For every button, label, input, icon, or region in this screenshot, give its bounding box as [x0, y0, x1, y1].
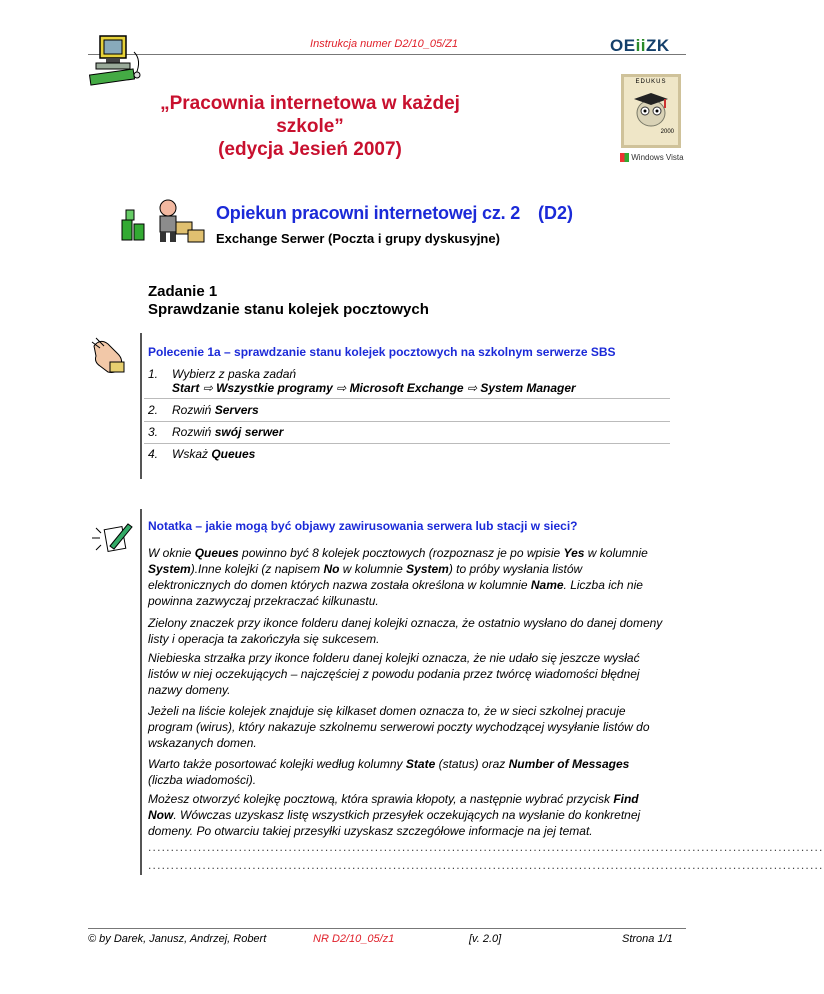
section-code: (D2) [538, 203, 573, 223]
edukus-stamp: EDUKUS 2000 [621, 74, 681, 148]
note-paragraph-2: Zielony znaczek przy ikonce folderu danej kolejki oznacza, że ostatnio wysłano do danej domeny listy i operacja ta zakończyła się sukcesem. [148, 616, 663, 646]
footer-version: [v. 2.0] [469, 933, 502, 945]
note-paragraph-3: Niebieska strzałka przy ikonce folderu danej kolejki oznacza, że nie udało się jeszcze wysłać listów w niej oczekujących – najczęściej z powodu podania przez twórcę wiadomości błędnej nazwy domeny. [148, 651, 640, 697]
page-title: „Pracownia internetowa w każdej szkole” (edycja Jesień 2007) [160, 93, 460, 160]
step-2: 2. Rozwiń Servers [148, 403, 259, 417]
worker-boxes-clipart-icon [116, 196, 206, 246]
note-paragraph-6: Możesz otworzyć kolejkę pocztową, która sprawia kłopoty, a następnie wybrać przycisk Find Now. Wówczas uzyskasz listę wszystkich przesyłek oczekujących na wysłanie do konkretnej domeny. Po otwarciu takiej przesyłki uzyskasz szczegółowe informacje na jej temat. [148, 792, 641, 838]
task-title: Zadanie 1 Sprawdzanie stanu kolejek pocztowych [148, 283, 429, 318]
footer-divider [88, 928, 686, 929]
note-heading: Notatka – jakie mogą być objawy zawirusowania serwera lub stacji w sieci? [148, 519, 578, 533]
command-heading: Polecenie 1a – sprawdzanie stanu kolejek pocztowych na szkolnym serwerze SBS [148, 345, 616, 359]
answer-line: ..................................................................................................................................................... [148, 840, 824, 854]
step-1: 1. Wybierz z paska zadań Start ⇨ Wszystkie programy ⇨ Microsoft Exchange ⇨ System Manager [148, 367, 576, 395]
header-divider [88, 54, 686, 55]
command-sidebar-rule [140, 333, 142, 479]
windows-vista-logo: Windows Vista [620, 153, 684, 162]
step-divider [144, 398, 670, 399]
note-paragraph-1: W oknie Queues powinno być 8 kolejek pocztowych (rozpoznasz je po wpisie Yes w kolumnie System).Inne kolejki (z napisem No w kolumnie System) to próby wysłania listów elektronicznych do domen których nazwa została określona w kolumnie Name. Liczba ich nie powinna zazwyczaj przekraczać kilkunastu. [148, 546, 648, 608]
note-paragraph-4: Jeżeli na liście kolejek znajduje się kilkaset domen oznacza to, że w sieci szkolnej pracuje program (wirus), który nakazuje szkolnemu serwerowi poczty wychodzącej wysyłanie listów do wskazanych domen. [148, 704, 650, 750]
answer-line: ..................................................................................................................................................... [148, 858, 824, 872]
oeiizk-logo: OEiiZK [610, 36, 670, 55]
pointing-hand-icon [90, 336, 132, 378]
footer-authors: © by Darek, Janusz, Andrzej, Robert [88, 933, 267, 945]
note-paragraph-5: Warto także posortować kolejki według kolumny State (status) oraz Number of Messages (liczba wiadomości). [148, 757, 630, 787]
note-sidebar-rule [140, 509, 142, 875]
step-4: 4. Wskaż Queues [148, 447, 256, 461]
windows-flag-icon [620, 153, 629, 162]
section-title: Opiekun pracowni internetowej cz. 2 [216, 203, 521, 223]
footer-number: NR D2/10_05/z1 [313, 933, 395, 945]
footer-page: Strona 1/1 [622, 933, 673, 945]
instruction-number: Instrukcja numer D2/10_05/Z1 [310, 38, 458, 50]
note-pen-icon [88, 516, 134, 562]
step-3: 3. Rozwiń swój serwer [148, 425, 284, 439]
owl-graduate-icon [624, 85, 678, 129]
section-subtitle: Exchange Serwer (Poczta i grupy dyskusyjne) [216, 231, 500, 246]
step-divider [144, 421, 670, 422]
computer-clipart-icon [86, 32, 144, 86]
step-divider [144, 443, 670, 444]
